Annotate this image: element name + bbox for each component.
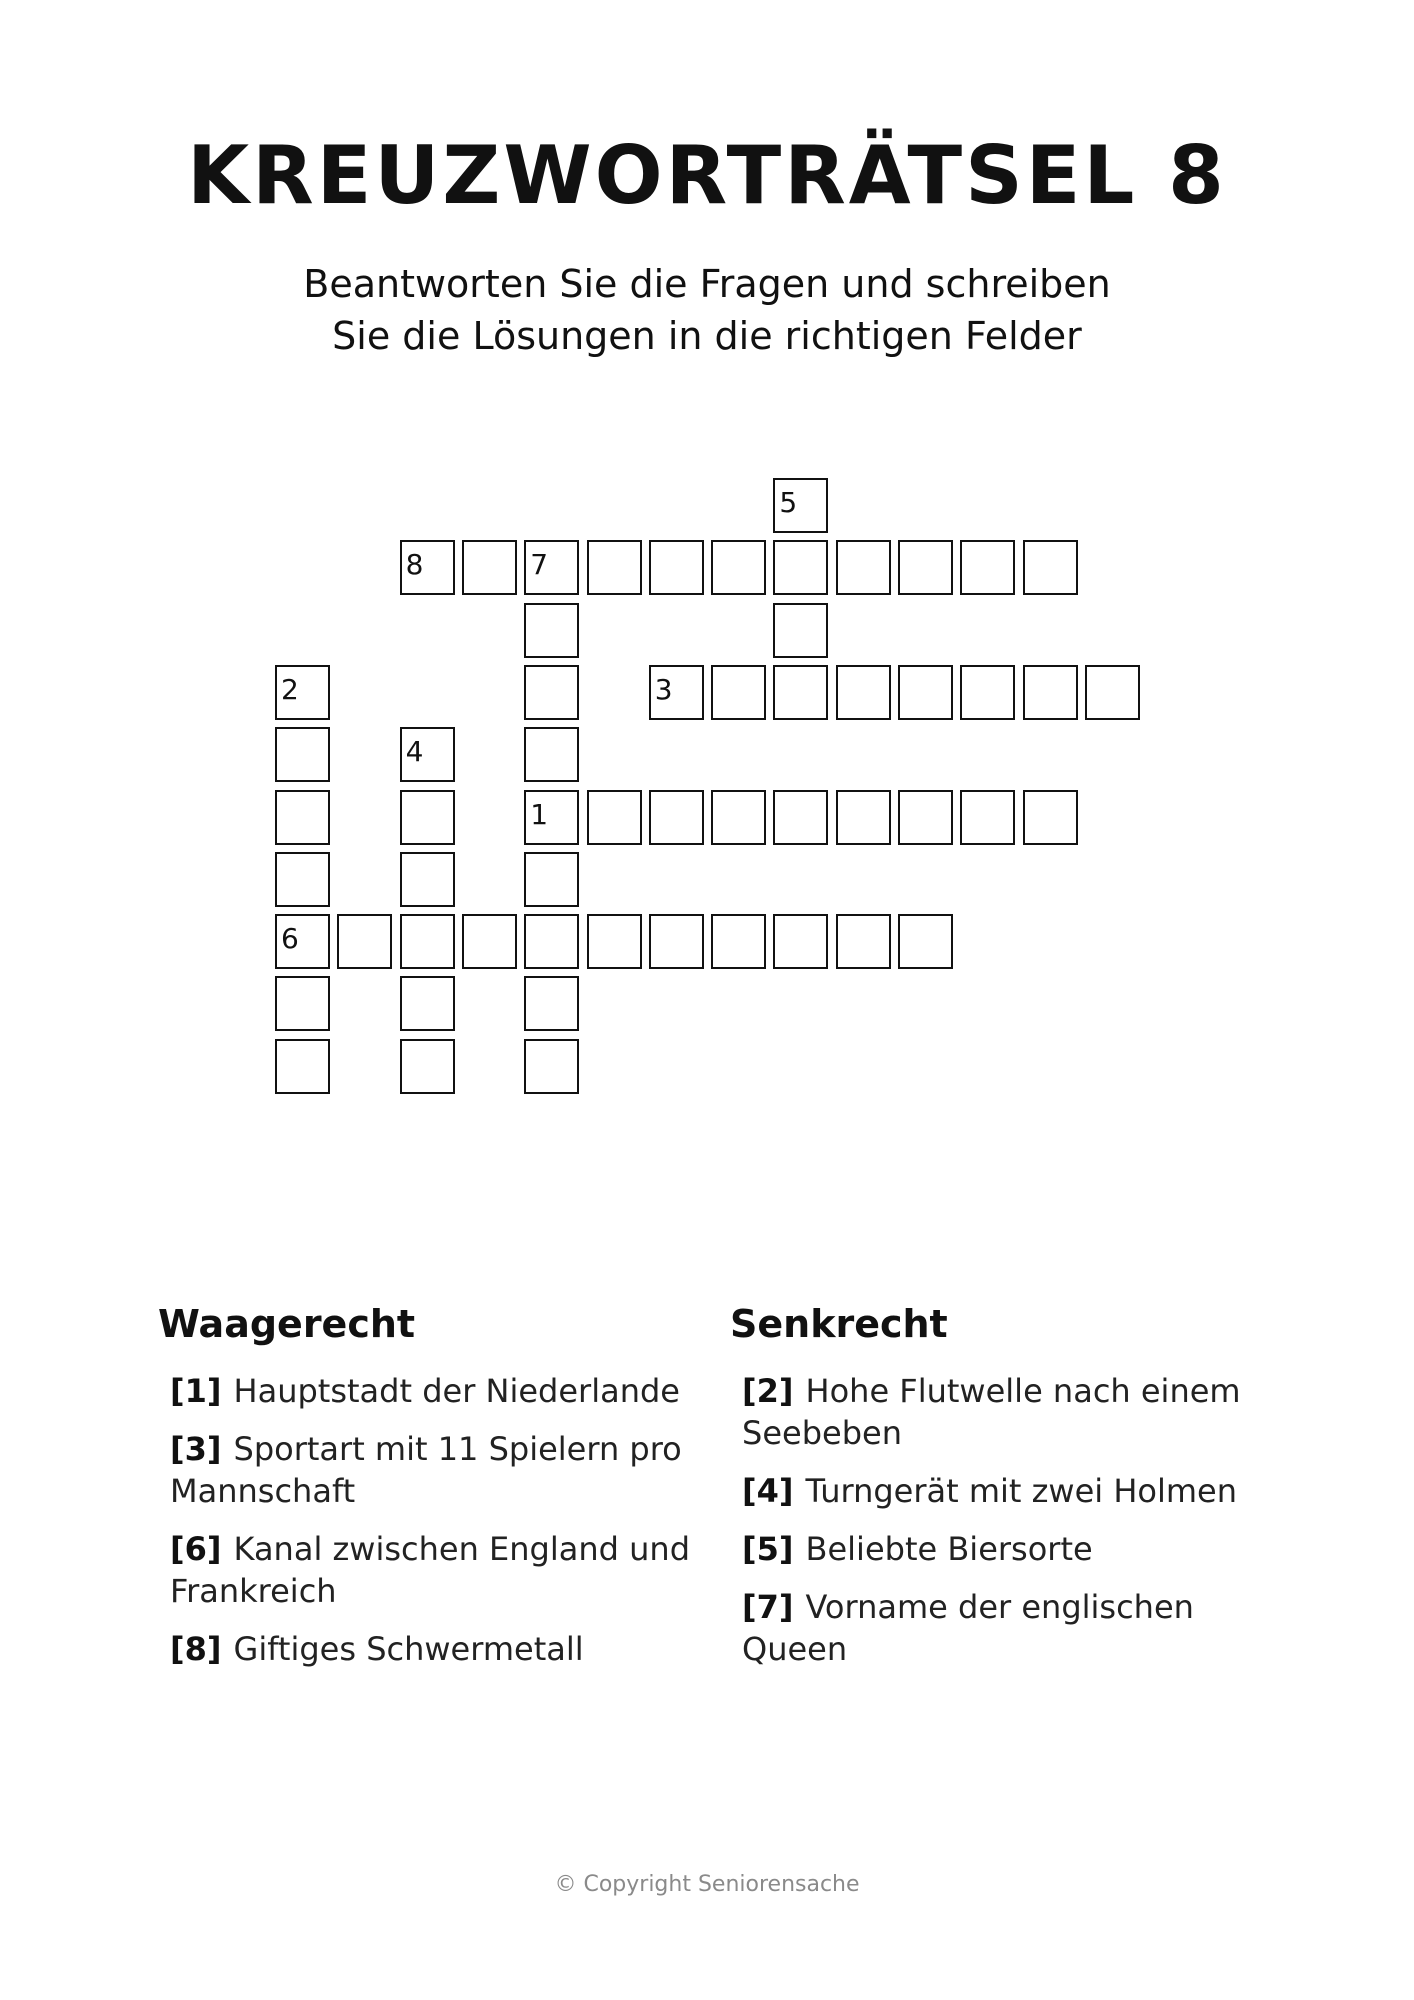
- clue-across-6: [170, 1528, 718, 1612]
- crossword-cell[interactable]: [462, 914, 517, 969]
- crossword-cell[interactable]: [773, 540, 828, 595]
- crossword-cell[interactable]: [649, 914, 704, 969]
- clue-text: Giftiges Schwermetall: [233, 1630, 584, 1668]
- crossword-cell[interactable]: [960, 790, 1015, 845]
- clue-text: Hauptstadt der Niederlande: [233, 1372, 680, 1410]
- cell-number: 8: [405, 548, 424, 582]
- crossword-cell[interactable]: [898, 914, 953, 969]
- crossword-cell[interactable]: [836, 540, 891, 595]
- crossword-cell[interactable]: [1023, 540, 1078, 595]
- clue-down-4: [742, 1470, 1290, 1512]
- crossword-cell[interactable]: [711, 914, 766, 969]
- clue-text: Kanal zwischen England und Frankreich: [170, 1530, 690, 1610]
- clue-number: [3]: [170, 1430, 222, 1468]
- crossword-cell[interactable]: [773, 790, 828, 845]
- crossword-cell[interactable]: [711, 540, 766, 595]
- crossword-cell[interactable]: [1023, 790, 1078, 845]
- clue-number: [7]: [742, 1588, 794, 1626]
- clue-across-1: [170, 1370, 718, 1412]
- clue-text: Beliebte Biersorte: [805, 1530, 1093, 1568]
- crossword-cell[interactable]: [400, 727, 455, 782]
- cell-number: 1: [530, 797, 549, 831]
- crossword-cell[interactable]: [337, 914, 392, 969]
- crossword-cell[interactable]: [524, 976, 579, 1031]
- crossword-cell[interactable]: [836, 790, 891, 845]
- crossword-cell[interactable]: [524, 603, 579, 658]
- clues-across: [158, 1300, 718, 1686]
- crossword-cell[interactable]: [275, 976, 330, 1031]
- crossword-cell[interactable]: [275, 665, 330, 720]
- copyright-notice: © Copyright Seniorensache: [554, 1872, 860, 1897]
- crossword-cell[interactable]: [836, 665, 891, 720]
- cell-number: 5: [779, 486, 798, 519]
- clue-text: Hohe Flutwelle nach einem Seebeben: [742, 1372, 1241, 1452]
- crossword-cell[interactable]: [898, 665, 953, 720]
- crossword-cell[interactable]: [649, 665, 704, 720]
- crossword-cell[interactable]: [400, 540, 455, 595]
- crossword-cell[interactable]: [773, 478, 828, 533]
- crossword-cell[interactable]: [898, 790, 953, 845]
- crossword-cell[interactable]: [524, 665, 579, 720]
- crossword-cell[interactable]: [587, 540, 642, 595]
- clue-number: [4]: [742, 1472, 794, 1510]
- clues-across-heading: Waagerecht: [158, 1302, 416, 1346]
- crossword-cell[interactable]: [400, 1039, 455, 1094]
- clue-text: Sportart mit 11 Spielern pro Mannschaft: [170, 1430, 682, 1510]
- crossword-cell[interactable]: [587, 790, 642, 845]
- clue-text: Turngerät mit zwei Holmen: [805, 1472, 1238, 1510]
- crossword-cell[interactable]: [524, 914, 579, 969]
- crossword-cell[interactable]: [462, 540, 517, 595]
- crossword-cell[interactable]: [275, 852, 330, 907]
- page-title: KREUZWORTRÄTSEL 8: [187, 129, 1227, 222]
- clue-number: [8]: [170, 1630, 222, 1668]
- crossword-cell[interactable]: [524, 1039, 579, 1094]
- crossword-cell[interactable]: [773, 603, 828, 658]
- instructions-line-2: Sie die Lösungen in die richtigen Felder: [332, 314, 1082, 358]
- crossword-cell[interactable]: [711, 665, 766, 720]
- clue-across-3: [170, 1428, 718, 1512]
- crossword-cell[interactable]: [524, 540, 579, 595]
- cell-number: 2: [281, 672, 299, 706]
- crossword-cell[interactable]: [898, 540, 953, 595]
- crossword-cell[interactable]: [960, 540, 1015, 595]
- cell-number: 7: [530, 548, 549, 582]
- crossword-cell[interactable]: [275, 790, 330, 845]
- crossword-cell[interactable]: [524, 727, 579, 782]
- clues-down: [730, 1300, 1290, 1686]
- cell-number: 4: [405, 735, 424, 769]
- crossword-cell[interactable]: [400, 790, 455, 845]
- crossword-cell[interactable]: [275, 727, 330, 782]
- crossword-cell[interactable]: [400, 914, 455, 969]
- clue-down-5: [742, 1528, 1290, 1570]
- crossword-cell[interactable]: [649, 790, 704, 845]
- clue-down-2: [742, 1370, 1290, 1454]
- clue-across-8: [170, 1628, 718, 1670]
- crossword-cell[interactable]: [711, 790, 766, 845]
- crossword-cell[interactable]: [773, 914, 828, 969]
- clue-down-7: [742, 1586, 1290, 1670]
- crossword-cell[interactable]: [649, 540, 704, 595]
- crossword-cell[interactable]: [587, 914, 642, 969]
- crossword-cell[interactable]: [773, 665, 828, 720]
- clue-number: [5]: [742, 1530, 794, 1568]
- crossword-cell[interactable]: [524, 790, 579, 845]
- clue-number: [6]: [170, 1530, 222, 1568]
- clue-number: [2]: [742, 1372, 794, 1410]
- crossword-cell[interactable]: [836, 914, 891, 969]
- crossword-cell[interactable]: [960, 665, 1015, 720]
- crossword-cell[interactable]: [275, 1039, 330, 1094]
- cell-number: 3: [654, 672, 673, 706]
- clue-text: Vorname der englischen Queen: [742, 1588, 1194, 1668]
- clue-number: [1]: [170, 1372, 222, 1410]
- crossword-cell[interactable]: [275, 914, 330, 969]
- crossword-cell[interactable]: [400, 976, 455, 1031]
- cell-number: 6: [281, 922, 299, 956]
- instructions-line-1: Beantworten Sie die Fragen und schreiben: [303, 262, 1111, 306]
- crossword-cell[interactable]: [1085, 665, 1140, 720]
- clues-down-heading: Senkrecht: [730, 1302, 948, 1346]
- crossword-cell[interactable]: [400, 852, 455, 907]
- crossword-cell[interactable]: [1023, 665, 1078, 720]
- crossword-cell[interactable]: [524, 852, 579, 907]
